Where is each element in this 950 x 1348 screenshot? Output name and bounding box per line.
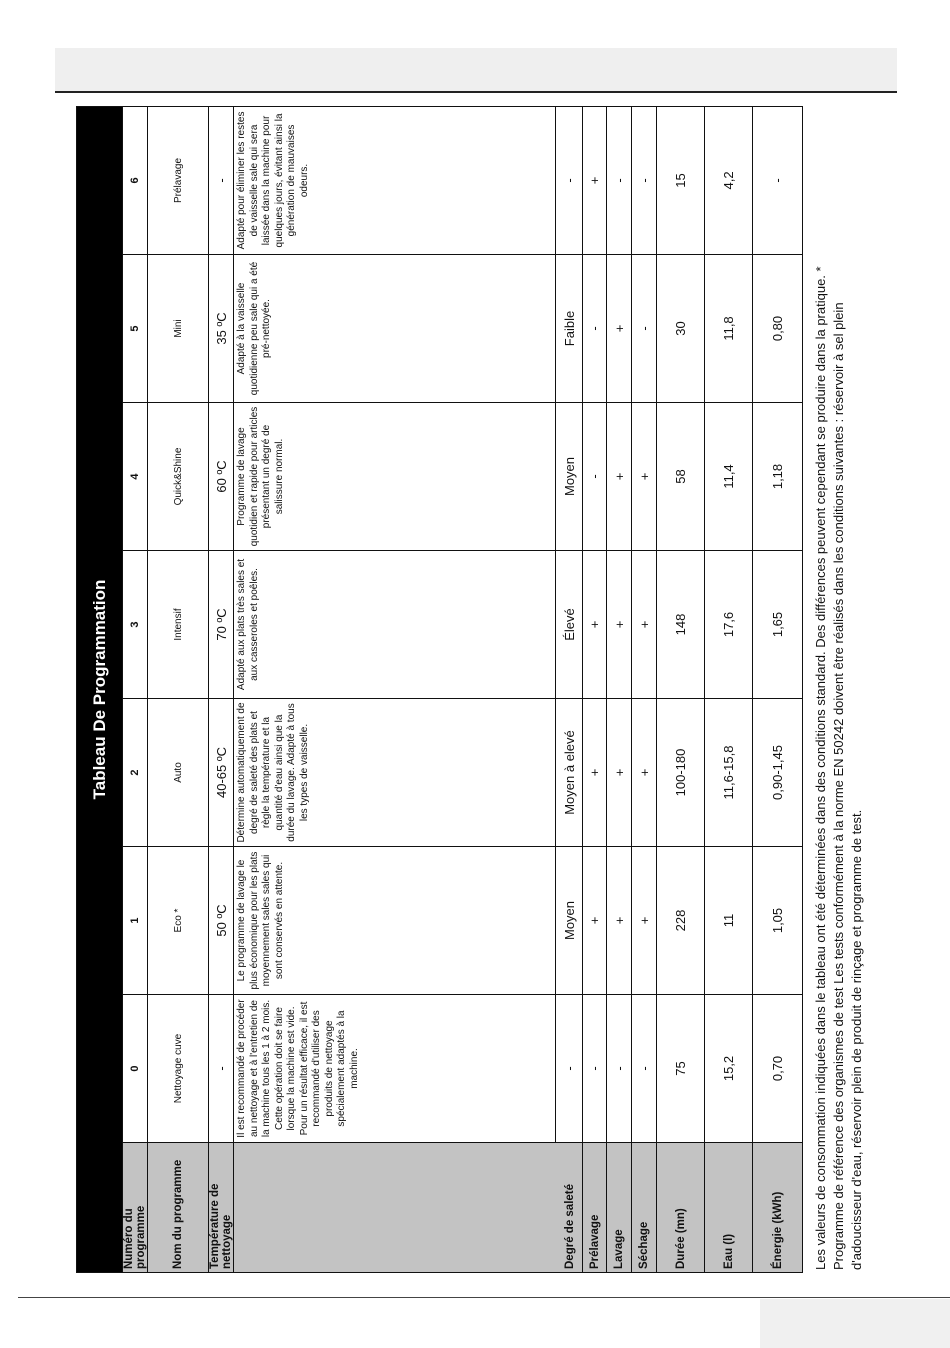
- cell-temperature: 60 ºC: [209, 403, 234, 551]
- note-line: Les valeurs de consommation indiquées dans le tableau ont été déterminées dans des conditions standard. Des différences peuvent cependant se produire dans la pratique. *: [813, 266, 828, 1270]
- cell-description: Le programme de lavage le plus économique pour les plats moyennement sales sales qui sont conservés en attente.: [234, 847, 556, 995]
- row-label-eau: Eau (l): [705, 1143, 753, 1273]
- cell-sechage: -: [632, 255, 657, 403]
- cell-lavage: +: [607, 403, 632, 551]
- cell-duree: 148: [657, 551, 705, 699]
- cell-description: Programme de lavage quotidien et rapide pour articles présentant un degré de salissure normal.: [234, 403, 556, 551]
- cell-salete: Moyen: [556, 403, 583, 551]
- row-description: [234, 106, 556, 1272]
- cell-lavage: -: [607, 995, 632, 1143]
- cell-lavage: +: [607, 255, 632, 403]
- cell-duree: 100-180: [657, 699, 705, 847]
- cell-temperature: 40-65 ºC: [209, 699, 234, 847]
- cell-numero: 1: [123, 847, 148, 995]
- cell-numero: 4: [123, 403, 148, 551]
- cell-sechage: +: [632, 551, 657, 699]
- note-line: Programme de référence des organismes de test Les tests conformément à la norme EN 50242 doivent être réalisés dans les conditions suivantes : réservoir à sel plein: [831, 302, 846, 1270]
- row-numero: [123, 106, 148, 1272]
- row-label-temperature: Température de nettoyage: [209, 1143, 234, 1273]
- cell-description: Détermine automatiquement de degré de saleté des plats et règle la température et la quantité d'eau ainsi que la durée du lavage. Adapté à tous les types de vaisselle.: [234, 699, 556, 847]
- row-label-duree: Durée (mn): [657, 1143, 705, 1273]
- cell-prelavage: -: [583, 403, 607, 551]
- cell-numero: 2: [123, 699, 148, 847]
- row-salete: [556, 106, 583, 1272]
- footer-divider: [18, 1297, 950, 1298]
- cell-temperature: 70 ºC: [209, 551, 234, 699]
- cell-prelavage: +: [583, 847, 607, 995]
- cell-salete: Élevé: [556, 551, 583, 699]
- cell-energie: 1,65: [753, 551, 803, 699]
- cell-eau: 4,2: [705, 106, 753, 254]
- program-table-rotated: [76, 107, 800, 1273]
- cell-description: Adapté à la vaisselle quotidienne peu sale qui a été pré-nettoyée.: [234, 255, 556, 403]
- row-lavage: [607, 106, 632, 1272]
- row-prelavage: [583, 106, 607, 1272]
- cell-eau: 15,2: [705, 995, 753, 1143]
- cell-lavage: -: [607, 106, 632, 254]
- cell-prelavage: +: [583, 551, 607, 699]
- row-eau: [705, 106, 753, 1272]
- cell-duree: 30: [657, 255, 705, 403]
- cell-salete: -: [556, 106, 583, 254]
- row-label-prelavage: Prélavage: [583, 1143, 607, 1273]
- cell-nom: Auto: [148, 699, 209, 847]
- cell-lavage: +: [607, 699, 632, 847]
- cell-numero: 0: [123, 995, 148, 1143]
- cell-energie: 1,05: [753, 847, 803, 995]
- cell-sechage: +: [632, 699, 657, 847]
- row-label-nom: Nom du programme: [148, 1143, 209, 1273]
- cell-duree: 58: [657, 403, 705, 551]
- cell-temperature: -: [209, 995, 234, 1143]
- row-nom: [148, 106, 209, 1272]
- cell-salete: -: [556, 995, 583, 1143]
- row-sechage: [632, 106, 657, 1272]
- program-table: [76, 106, 803, 1273]
- cell-energie: -: [753, 106, 803, 254]
- row-label-sechage: Séchage: [632, 1143, 657, 1273]
- cell-lavage: +: [607, 551, 632, 699]
- row-energie: [753, 106, 803, 1272]
- cell-nom: Eco *: [148, 847, 209, 995]
- cell-sechage: -: [632, 106, 657, 254]
- cell-nom: Intensif: [148, 551, 209, 699]
- cell-numero: 3: [123, 551, 148, 699]
- cell-prelavage: +: [583, 699, 607, 847]
- cell-energie: 0,90-1,45: [753, 699, 803, 847]
- cell-salete: Faible: [556, 255, 583, 403]
- cell-salete: Moyen: [556, 847, 583, 995]
- consumption-notes: [812, 135, 892, 1270]
- cell-temperature: 50 ºC: [209, 847, 234, 995]
- row-label-energie: Énergie (kWh): [753, 1143, 803, 1273]
- cell-numero: 6: [123, 106, 148, 254]
- cell-nom: Nettoyage cuve: [148, 995, 209, 1143]
- row-duree: [657, 106, 705, 1272]
- header-divider: [55, 91, 897, 93]
- cell-numero: 5: [123, 255, 148, 403]
- cell-eau: 11,4: [705, 403, 753, 551]
- cell-nom: Prélavage: [148, 106, 209, 254]
- cell-duree: 15: [657, 106, 705, 254]
- cell-eau: 17,6: [705, 551, 753, 699]
- row-temperature: [209, 106, 234, 1272]
- cell-eau: 11,8: [705, 255, 753, 403]
- page-footer-box: [760, 1299, 950, 1348]
- cell-lavage: +: [607, 847, 632, 995]
- cell-eau: 11,6-15,8: [705, 699, 753, 847]
- cell-prelavage: -: [583, 995, 607, 1143]
- cell-duree: 75: [657, 995, 705, 1143]
- note-line: d'adoucisseur d'eau, réservoir plein de produit de rinçage et programme de test.: [849, 809, 864, 1270]
- cell-temperature: 35 ºC: [209, 255, 234, 403]
- cell-energie: 1,18: [753, 403, 803, 551]
- cell-temperature: -: [209, 106, 234, 254]
- cell-prelavage: -: [583, 255, 607, 403]
- row-label-salete: Degré de saleté: [234, 1143, 583, 1273]
- cell-salete: Moyen à elevé: [556, 699, 583, 847]
- cell-energie: 0,70: [753, 995, 803, 1143]
- cell-nom: Mini: [148, 255, 209, 403]
- cell-sechage: +: [632, 403, 657, 551]
- cell-duree: 228: [657, 847, 705, 995]
- cell-sechage: +: [632, 847, 657, 995]
- cell-nom: Quick&Shine: [148, 403, 209, 551]
- row-label-lavage: Lavage: [607, 1143, 632, 1273]
- cell-eau: 11: [705, 847, 753, 995]
- page-header-band: [55, 48, 897, 91]
- cell-sechage: -: [632, 995, 657, 1143]
- table-title: Tableau De Programmation: [77, 106, 123, 1272]
- cell-prelavage: +: [583, 106, 607, 254]
- cell-description: Adapté aux plats très sales et aux casseroles et poêles.: [234, 551, 556, 699]
- row-label-numero: Numéro du programme: [123, 1143, 148, 1273]
- cell-description: Adapté pour éliminer les restes de vaisselle sale qui sera laissée dans la machine pour quelques jours, évitant ainsi la génération de mauvaises odeurs.: [234, 106, 556, 254]
- cell-description: Il est recommandé de procéder au nettoyage et à l'entretien de la machine tous les 1 à 2 mois. Cette opération doit se faire lorsque la machine est vide. Pour un résultat efficace, il est recommandé d'utiliser des produits de nettoyage spécialement adaptés à la machine.: [234, 995, 556, 1143]
- cell-energie: 0,80: [753, 255, 803, 403]
